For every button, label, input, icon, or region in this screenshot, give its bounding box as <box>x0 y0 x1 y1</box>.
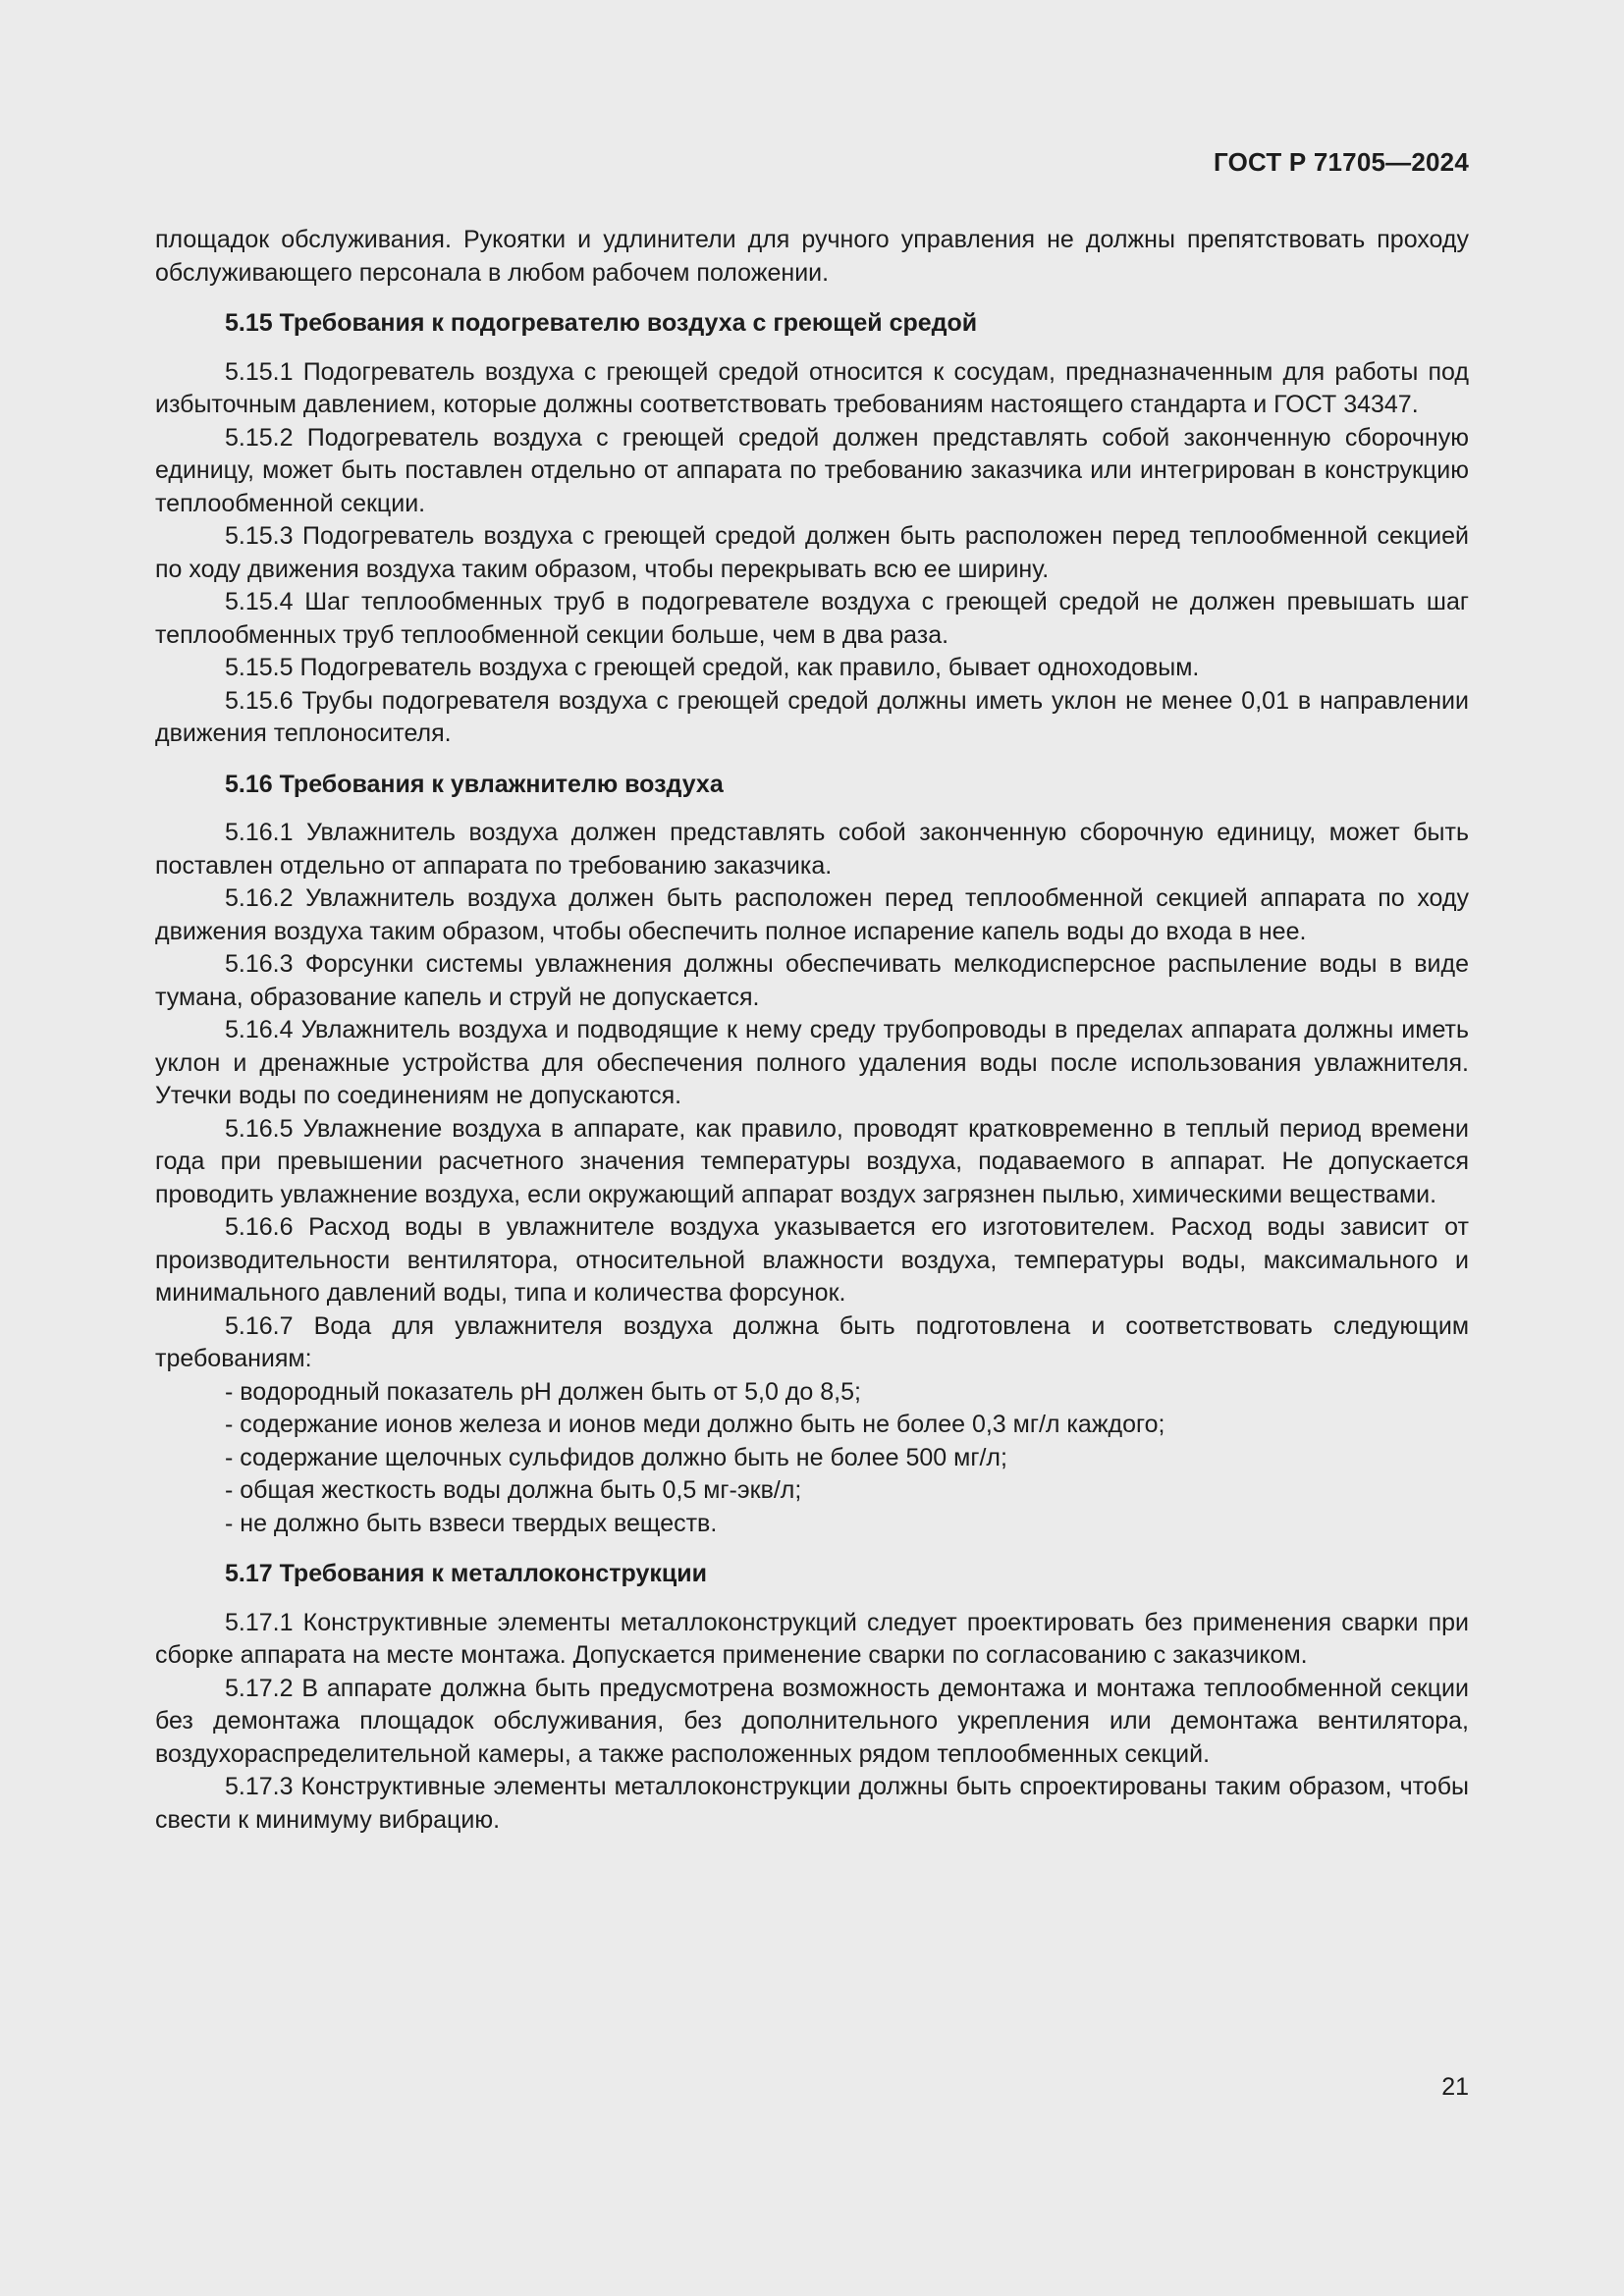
section-heading-5-16: 5.16 Требования к увлажнителю воздуха <box>225 770 724 798</box>
clause-5-17-2: 5.17.2 В аппарате должна быть предусмотрена возможность демонтажа и монтажа теплообменной секции без демонтажа площадок обслуживания, без дополнительного укрепления или демонтажа вентилятора, воздухораспределительной камеры, а также расположенных рядом теплообменных секций. <box>155 1674 1469 1768</box>
section-heading-5-15: 5.15 Требования к подогревателю воздуха с греющей средой <box>225 309 978 337</box>
list-item: - содержание щелочных сульфидов должно быть не более 500 мг/л; <box>225 1443 1007 1471</box>
document-id-header: ГОСТ Р 71705—2024 <box>1214 147 1469 177</box>
clause-5-15-2: 5.15.2 Подогреватель воздуха с греющей средой должен представлять собой законченную сборочную единицу, может быть поставлен отдельно от аппарата по требованию заказчика или интегрирован в конструкцию теплообменной секции. <box>155 423 1469 517</box>
clause-5-15-1: 5.15.1 Подогреватель воздуха с греющей средой относится к сосудам, предназначенным для работы под избыточным давлением, которые должны соответствовать требованиям настоящего стандарта и ГОСТ 34347. <box>155 357 1469 418</box>
clause-5-15-4: 5.15.4 Шаг теплообменных труб в подогревателе воздуха с греющей средой не должен превышать шаг теплообменных труб теплообменной секции больше, чем в два раза. <box>155 588 1469 649</box>
clause-5-15-3: 5.15.3 Подогреватель воздуха с греющей средой должен быть расположен перед теплообменной секцией по ходу движения воздуха таким образом, чтобы перекрывать всю ее ширину. <box>155 522 1469 583</box>
clause-5-16-6: 5.16.6 Расход воды в увлажнителе воздуха указывается его изготовителем. Расход воды зависит от производительности вентилятора, относительной влажности воздуха, температуры воды, максимального и минимального давлений воды, типа и количества форсунок. <box>155 1213 1469 1307</box>
clause-5-17-3: 5.17.3 Конструктивные элементы металлоконструкции должны быть спроектированы таким образом, чтобы свести к минимуму вибрацию. <box>155 1773 1469 1834</box>
intro-paragraph: площадок обслуживания. Рукоятки и удлинители для ручного управления не должны препятствовать проходу обслуживающего персонала в любом рабочем положении. <box>155 226 1469 287</box>
clause-5-16-2: 5.16.2 Увлажнитель воздуха должен быть расположен перед теплообменной секцией аппарата по ходу движения воздуха таким образом, чтобы обеспечить полное испарение капель воды до входа в нее. <box>155 884 1469 945</box>
page-number: 21 <box>1441 2073 1469 2101</box>
list-item: - общая жесткость воды должна быть 0,5 мг-экв/л; <box>225 1476 802 1504</box>
water-requirements-list <box>155 1376 1469 1541</box>
clause-5-15-6: 5.15.6 Трубы подогревателя воздуха с греющей средой должны иметь уклон не менее 0,01 в направлении движения теплоносителя. <box>155 686 1469 747</box>
document-body <box>155 224 1469 1837</box>
clause-5-16-3: 5.16.3 Форсунки системы увлажнения должны обеспечивать мелкодисперсное распыление воды в виде тумана, образование капель и струй не допускается. <box>155 950 1469 1011</box>
section-heading-5-17: 5.17 Требования к металлоконструкции <box>225 1560 707 1587</box>
clause-5-16-5: 5.16.5 Увлажнение воздуха в аппарате, как правило, проводят кратковременно в теплый период времени года при превышении расчетного значения температуры воздуха, подаваемого в аппарат. Не допускается проводить увлажнение воздуха, если окружающий аппарат воздух загрязнен пылью, химическими веществами. <box>155 1114 1469 1208</box>
list-item: - содержание ионов железа и ионов меди должно быть не более 0,3 мг/л каждого; <box>225 1411 1165 1438</box>
list-item: - не должно быть взвеси твердых веществ. <box>225 1509 718 1537</box>
document-page <box>155 0 1469 2296</box>
clause-5-15-5: 5.15.5 Подогреватель воздуха с греющей средой, как правило, бывает одноходовым. <box>225 654 1200 681</box>
list-item: - водородный показатель pH должен быть от 5,0 до 8,5; <box>225 1377 861 1406</box>
clause-5-16-7: 5.16.7 Вода для увлажнителя воздуха должна быть подготовлена и соответствовать следующим требованиям: <box>155 1311 1469 1372</box>
clause-5-16-4: 5.16.4 Увлажнитель воздуха и подводящие к нему среду трубопроводы в пределах аппарата должны иметь уклон и дренажные устройства для обеспечения полного удаления воды после использования увлажнителя. Утечки воды по соединениям не допускаются. <box>155 1016 1469 1109</box>
clause-5-16-1: 5.16.1 Увлажнитель воздуха должен представлять собой законченную сборочную единицу, может быть поставлен отдельно от аппарата по требованию заказчика. <box>155 819 1469 880</box>
clause-5-17-1: 5.17.1 Конструктивные элементы металлоконструкций следует проектировать без применения сварки при сборке аппарата на месте монтажа. Допускается применение сварки по согласованию с заказчиком. <box>155 1608 1469 1669</box>
